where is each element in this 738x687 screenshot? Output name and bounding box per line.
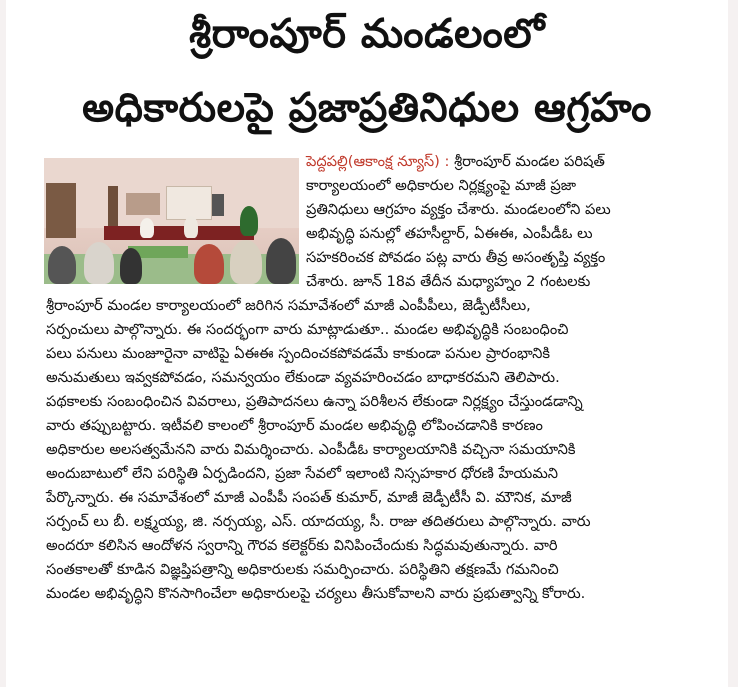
article-line-18: సంతకాలతో కూడిన విజ్ఞప్తిపత్రాన్ని అధికారులకు సమర్పించారు. పరిస్థితిని తక్షణమే గమనించి bbox=[46, 561, 559, 578]
article-line-19: మండల అభివృద్ధిని కొనసాగించేలా అధికారులపై చర్యలు తీసుకోవాలని వారు ప్రభుత్వాన్ని కోరారు. bbox=[46, 585, 586, 602]
article-line-1 bbox=[306, 150, 605, 173]
article-line-17: అందరూ కలిసిన ఆందోళన స్వరాన్ని గౌరవ కలెక్టర్‌కు వినిపించేందుకు సిద్ధమవుతున్నారు. వారి bbox=[46, 537, 558, 554]
article-line-14: అందుబాటులో లేని పరిస్థితి ఏర్పడిందని, ప్రజా సేవలో ఇలాంటి నిస్సహకార ధోరణి హేయమని bbox=[46, 465, 559, 482]
article-line-4: అభివృద్ధి పనుల్లో తహసీల్దార్, ఏఈఈ, ఎంపీడీఓ లు bbox=[306, 225, 593, 242]
article-line-8: సర్పంచులు పాల్గొన్నారు. ఈ సందర్భంగా వారు మాట్లాడుతూ.. మండల అభివృద్ధికి సంబంధించి bbox=[46, 321, 569, 338]
door-shape bbox=[46, 183, 76, 238]
table-shape bbox=[104, 226, 254, 240]
article-line-5: సహకరించక పోవడం పట్ల వారు తీవ్ర అసంతృప్తి వ్యక్తం bbox=[306, 249, 606, 266]
dateline: పెద్దపల్లి(ఆకాంక్ష న్యూస్) : bbox=[306, 153, 450, 170]
article-line-13: అధికారుల అలసత్వమేనని వారు విమర్శించారు. ఎంపీడీఓ కార్యాలయానికి వచ్చినా సమయానికి bbox=[46, 441, 576, 458]
article-line-12: వారు తప్పుబట్టారు. ఇటీవలి కాలంలో శ్రీరాంపూర్ మండల అభివృద్ధి లోపించడానికి కారణం bbox=[46, 417, 543, 434]
article-line-3: ప్రతినిధులు ఆగ్రహం వ్యక్తం చేశారు. మండలంలోని పలు bbox=[306, 201, 611, 218]
headline-line-1: శ్రీరాంపూర్ మండలంలో bbox=[189, 11, 545, 57]
meeting-photo bbox=[44, 158, 299, 284]
banner-shape bbox=[166, 186, 212, 220]
article-line-16: సర్పంచ్ లు బీ. లక్ష్మయ్య, జి. నర్సయ్య, ఎస్. యాదయ్య, సీ. రాజు తదితరులు పాల్గొన్నారు. వారు bbox=[46, 513, 591, 530]
article-text: శ్రీరాంపూర్ మండల పరిషత్ bbox=[454, 153, 605, 170]
article-line-7: శ్రీరాంపూర్ మండల కార్యాలయంలో జరిగిన సమావేశంలో మాజీ ఎంపీపీలు, జెడ్పీటీసీలు, bbox=[46, 297, 531, 314]
article-line-10: అనుమతులు ఇవ్వకపోవడం, సమన్వయం లేకుండా వ్యవహరించడం బాధాకరమని తెలిపారు. bbox=[46, 369, 560, 386]
headline-line-2: అధికారులపై ప్రజాప్రతినిధుల ఆగ్రహం bbox=[82, 85, 652, 131]
news-clipping bbox=[6, 0, 728, 687]
article-line-9: పలు పనులు మంజూరైనా వాటిపై ఏఈఈ స్పందించకపోవడమే కాకుండా పనుల ప్రారంభానికి bbox=[46, 345, 550, 362]
article-line-11: పథకాలకు సంబంధించిన వివరాలు, ప్రతిపాదనలు ఉన్నా పరిశీలన లేకుండా నిర్లక్ష్యం చేస్తుండడాన్ని bbox=[46, 393, 583, 410]
article-line-15: పేర్కొన్నారు. ఈ సమావేశంలో మాజీ ఎంపీపీ సంపత్ కుమార్, మాజీ జెడ్పీటీసీ వి. మౌనిక, మాజీ bbox=[46, 489, 572, 506]
article-line-2: కార్యాలయంలో అధికారుల నిర్లక్ష్యంపై మాజీ ప్రజా bbox=[306, 177, 577, 194]
article-line-6: చేశారు. జూన్ 18వ తేదీన మధ్యాహ్నం 2 గంటలకు bbox=[306, 273, 591, 290]
